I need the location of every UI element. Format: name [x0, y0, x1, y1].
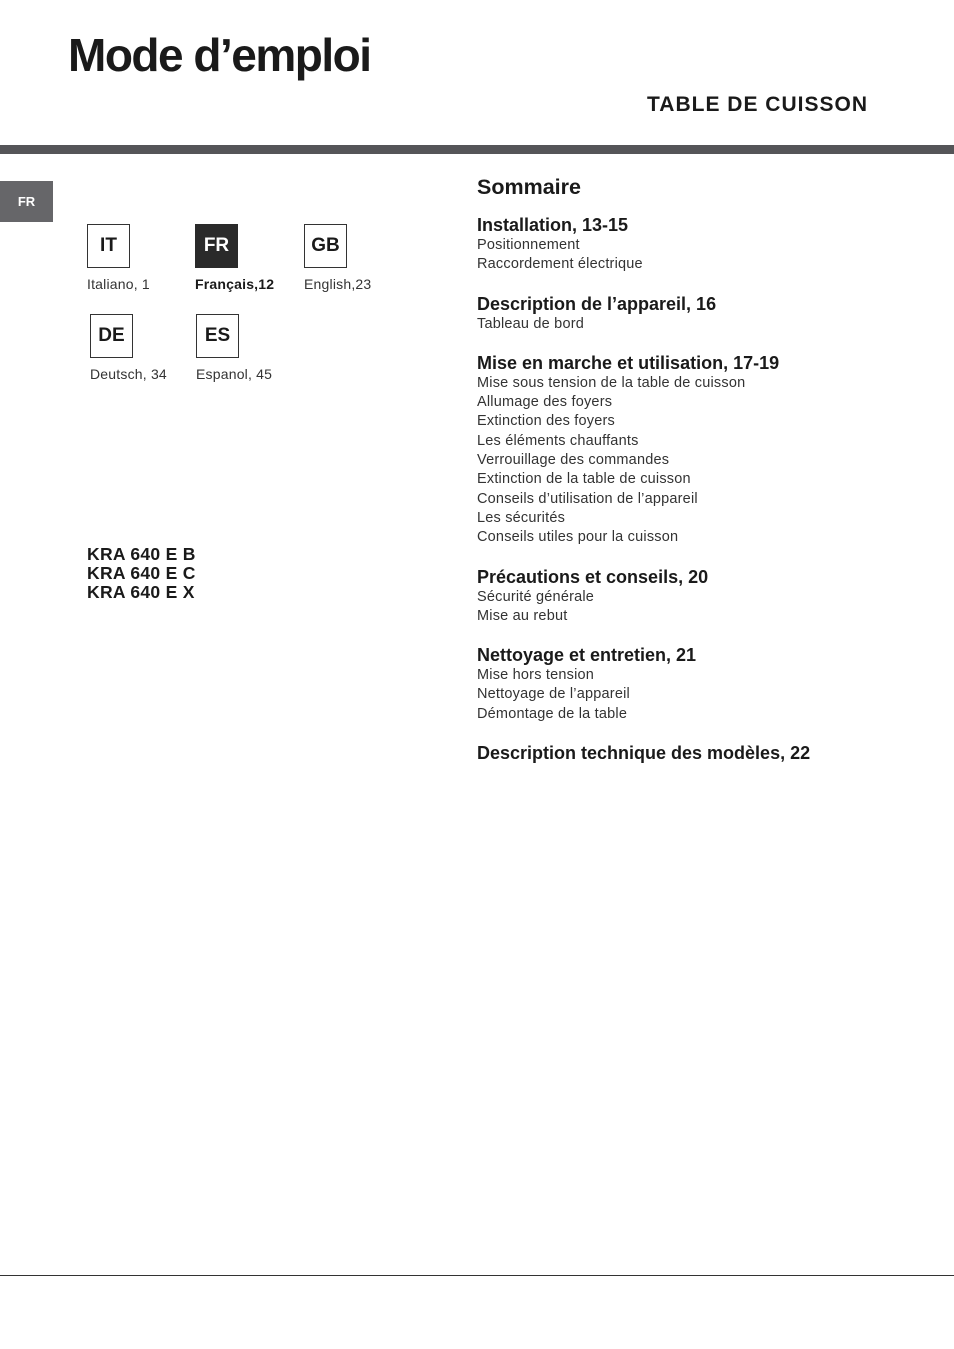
- toc-item[interactable]: Positionnement: [477, 237, 580, 253]
- language-label-de: Deutsch, 34: [90, 366, 167, 382]
- language-gb[interactable]: [304, 224, 371, 292]
- language-code-de: DE: [90, 314, 133, 358]
- toc-item[interactable]: Conseils d’utilisation de l’appareil: [477, 490, 698, 507]
- language-code-fr: FR: [195, 224, 238, 268]
- toc-sections: [477, 214, 917, 764]
- toc-item[interactable]: Mise sous tension de la table de cuisson: [477, 374, 746, 391]
- toc-item[interactable]: Sécurité générale: [477, 588, 595, 605]
- toc-section: [477, 566, 917, 627]
- toc-section: [477, 742, 917, 764]
- language-label-fr: Français,12: [195, 276, 275, 292]
- toc-section-title[interactable]: Mise en marche et utilisation, 17-19: [477, 352, 780, 373]
- toc-item[interactable]: Les éléments chauffants: [477, 432, 639, 449]
- language-fr[interactable]: [195, 224, 274, 292]
- toc-item[interactable]: Raccordement électrique: [477, 256, 643, 273]
- toc-item[interactable]: Mise au rebut: [477, 607, 568, 624]
- toc-item[interactable]: Les sécurités: [477, 509, 566, 526]
- toc-item[interactable]: Extinction des foyers: [477, 413, 615, 430]
- toc-section-title[interactable]: Précautions et conseils, 20: [477, 566, 709, 587]
- language-code-gb: GB: [304, 224, 347, 268]
- toc-item[interactable]: Nettoyage de l’appareil: [477, 686, 630, 703]
- language-label-es: Espanol, 45: [196, 366, 273, 382]
- toc-item[interactable]: Mise hors tension: [477, 667, 595, 684]
- header-divider: [0, 145, 954, 154]
- language-code-it: IT: [87, 224, 130, 268]
- toc-section-title[interactable]: Description de l’appareil, 16: [477, 293, 717, 314]
- language-side-tab: FR: [0, 181, 53, 222]
- toc-item[interactable]: Tableau de bord: [477, 315, 584, 332]
- toc-section: [477, 644, 917, 724]
- toc-item[interactable]: Conseils utiles pour la cuisson: [477, 529, 679, 546]
- model-name: KRA 640 E X: [87, 582, 195, 602]
- toc-item[interactable]: Allumage des foyers: [477, 394, 613, 411]
- toc-section-title[interactable]: Nettoyage et entretien, 21: [477, 645, 697, 666]
- toc-item[interactable]: Démontage de la table: [477, 705, 628, 722]
- footer-divider: [0, 1275, 954, 1276]
- toc-section: [477, 352, 917, 548]
- toc-section-title[interactable]: Description technique des modèles, 22: [477, 743, 811, 764]
- toc-heading: Sommaire: [477, 175, 581, 199]
- model-name: KRA 640 E B: [87, 544, 196, 564]
- language-it[interactable]: [87, 224, 150, 292]
- language-de[interactable]: [90, 314, 167, 382]
- toc-section: [477, 293, 917, 334]
- toc-item[interactable]: Verrouillage des commandes: [477, 452, 670, 469]
- toc-section-title[interactable]: Installation, 13-15: [477, 215, 629, 235]
- language-code-es: ES: [196, 314, 239, 358]
- model-list: [87, 545, 196, 602]
- language-label-gb: English,23: [304, 276, 372, 292]
- language-es[interactable]: [196, 314, 272, 382]
- page-title: Mode d’emploi: [68, 29, 371, 81]
- product-type: TABLE DE CUISSON: [647, 93, 868, 116]
- model-name: KRA 640 E C: [87, 563, 196, 583]
- toc-item[interactable]: Extinction de la table de cuisson: [477, 471, 691, 488]
- table-of-contents: [477, 175, 917, 782]
- language-label-it: Italiano, 1: [87, 276, 150, 292]
- toc-section: [477, 214, 917, 275]
